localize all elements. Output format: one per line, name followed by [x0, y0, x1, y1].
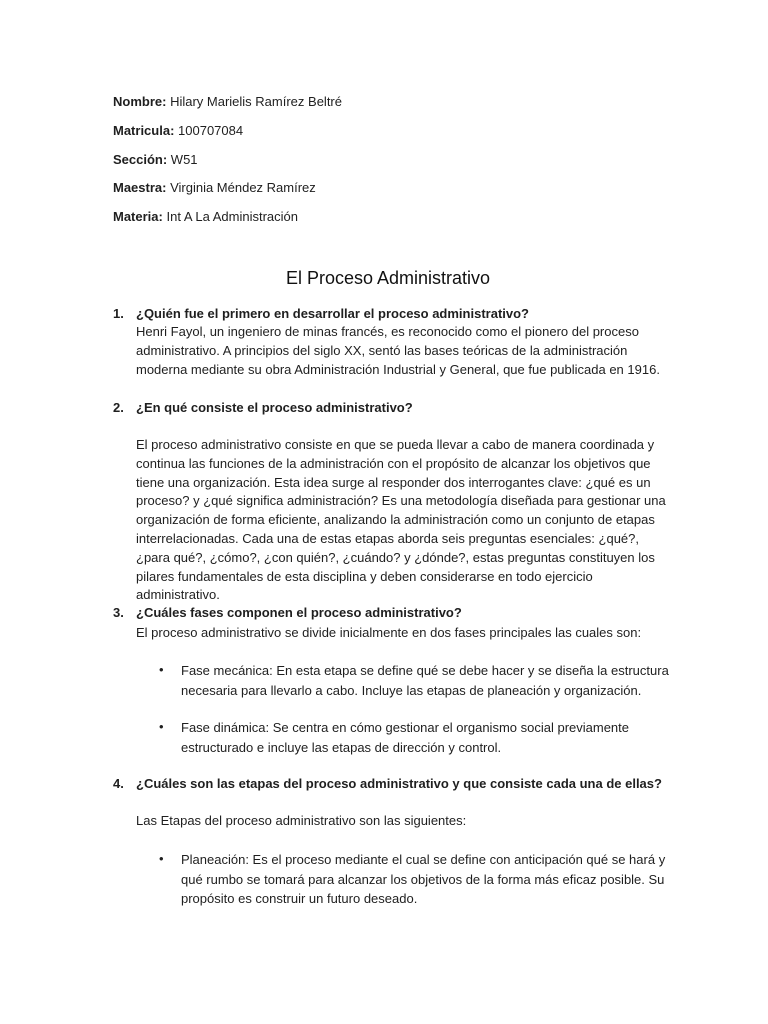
- field-seccion-value: W51: [167, 152, 198, 167]
- field-materia: [113, 209, 298, 224]
- field-maestra-value: Virginia Méndez Ramírez: [166, 180, 316, 195]
- bullet-marker: •: [159, 719, 164, 734]
- field-materia-value: Int A La Administración: [162, 209, 298, 224]
- question-1-answer: Henri Fayol, un ingeniero de minas francés, es reconocido como el pionero del proceso administrativo. A principios del siglo XX, sentó las bases teóricas de la administración moderna mediante su obra Administración Industrial y General, que fue publicada en 1916.: [136, 324, 660, 377]
- question-3-bullet-1: Fase mecánica: En esta etapa se define qué se debe hacer y se diseña la estructura necesaria para llevarlo a cabo. Incluye las etapas de planeación y organización.: [181, 663, 669, 698]
- field-seccion-label: Sección:: [113, 152, 168, 167]
- field-materia-label: Materia:: [113, 209, 163, 224]
- field-nombre-value: Hilary Marielis Ramírez Beltré: [166, 94, 342, 109]
- question-3-heading: ¿Cuáles fases componen el proceso administrativo?: [136, 605, 462, 620]
- field-nombre: [113, 94, 342, 109]
- field-matricula: [113, 123, 243, 138]
- field-matricula-label: Matricula:: [113, 123, 175, 138]
- question-3-bullet-2: Fase dinámica: Se centra en cómo gestionar el organismo social previamente estructurado e incluye las etapas de dirección y control.: [181, 720, 630, 755]
- question-2-number: 2.: [113, 400, 124, 415]
- question-4-heading: ¿Cuáles son las etapas del proceso administrativo y que consiste cada una de ellas?: [136, 776, 662, 791]
- document-title: El Proceso Administrativo: [285, 268, 491, 288]
- bullet-marker: •: [159, 662, 164, 677]
- question-4-bullet-1: Planeación: Es el proceso mediante el cual se define con anticipación qué se hará y qué rumbo se tomará para alcanzar los objetivos de la forma más eficaz posible. Su propósito es construir un futuro deseado.: [181, 852, 666, 906]
- question-1-heading: ¿Quién fue el primero en desarrollar el proceso administrativo?: [136, 306, 529, 321]
- question-4-intro: Las Etapas del proceso administrativo son las siguientes:: [136, 813, 467, 828]
- question-2-heading: ¿En qué consiste el proceso administrativo?: [136, 400, 413, 415]
- question-3-number: 3.: [113, 605, 124, 620]
- bullet-marker: •: [159, 851, 164, 866]
- field-maestra: [113, 180, 316, 195]
- field-nombre-label: Nombre:: [113, 94, 167, 109]
- question-2-answer: El proceso administrativo consiste en que se pueda llevar a cabo de manera coordinada y continua las funciones de la administración con el propósito de alcanzar los objetivos que tiene una organización. Esta idea surge al responder dos interrogantes clave: ¿qué es un proceso? y ¿qué significa administración? Es una metodología diseñada para gestionar una organización de forma eficiente, analizando la administración como un conjunto de etapas interrelacionadas. Cada una de estas etapas aborda seis preguntas esenciales: ¿qué?, ¿para qué?, ¿cómo?, ¿con quién?, ¿cuándo? y ¿dónde?, estas preguntas constituyen los pilares fundamentales de esta disciplina y deben considerarse en todo ejercicio administrativo.: [136, 437, 666, 603]
- field-maestra-label: Maestra:: [113, 180, 167, 195]
- field-matricula-value: 100707084: [174, 123, 244, 138]
- field-seccion: [113, 152, 198, 167]
- question-1-number: 1.: [113, 306, 124, 321]
- question-3-intro: El proceso administrativo se divide inicialmente en dos fases principales las cuales son:: [136, 625, 642, 640]
- question-4-number: 4.: [113, 776, 124, 791]
